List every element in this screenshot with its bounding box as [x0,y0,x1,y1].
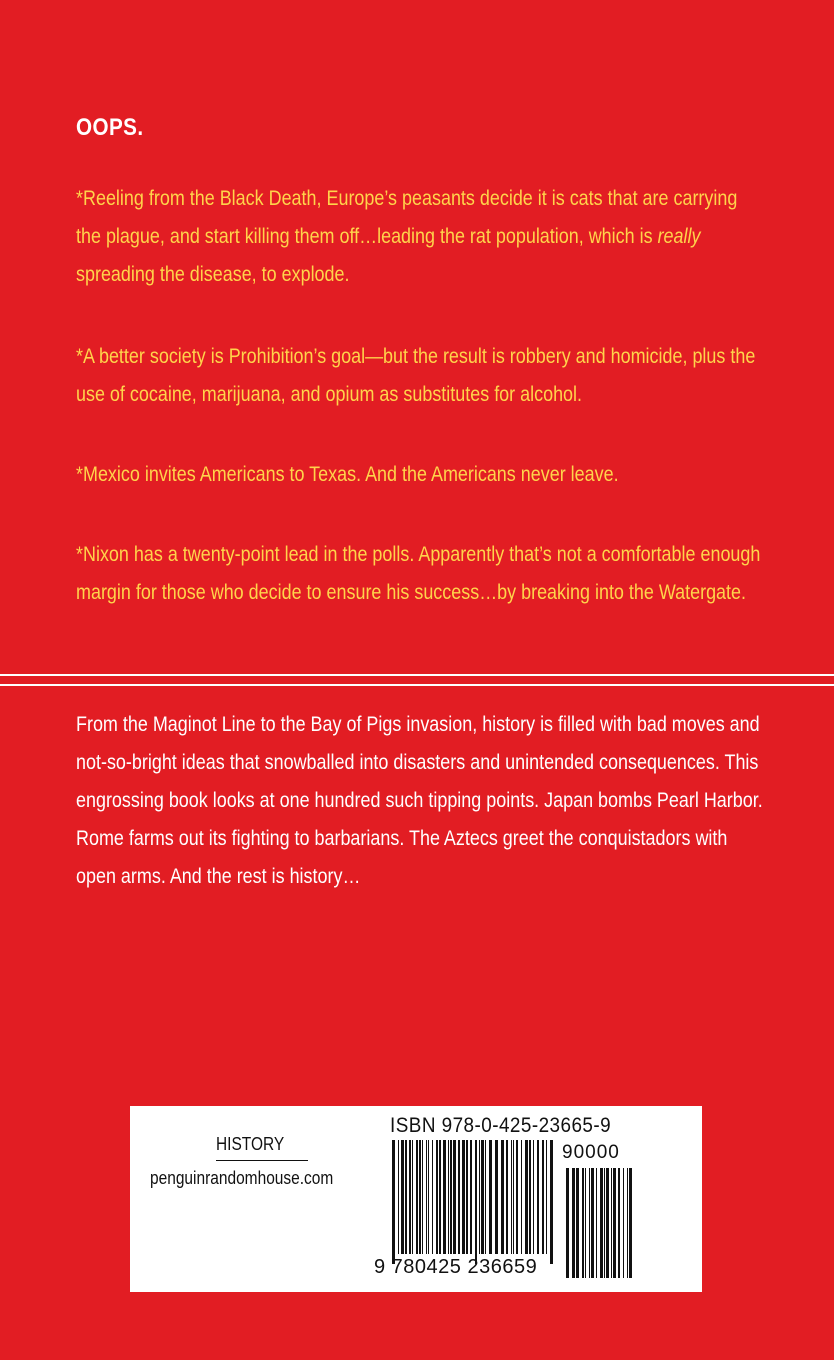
barcode-bar [422,1140,423,1254]
barcode-bar [479,1140,480,1254]
main-barcode-bars [392,1140,553,1264]
barcode-bar [481,1140,484,1254]
barcode-bar [618,1168,620,1278]
barcode-bar [511,1140,512,1254]
barcode-bar [576,1168,579,1278]
barcode-bar [529,1140,531,1254]
barcode-bar [405,1140,407,1254]
barcode-bar [466,1140,468,1254]
anecdote-black-death-text: *Reeling from the Black Death, Europe’s peasants decide it is cats that are carrying the plague, and start killing them off…leading the rat population, which is [76,187,738,248]
barcode-bar [606,1168,609,1278]
anecdote-emphasis: really [657,225,701,248]
barcode-bar [450,1140,452,1254]
barcode-bar [585,1168,586,1278]
barcode-bar [485,1140,486,1254]
anecdote-prohibition: *A better society is Prohibition’s goal—but the result is robbery and homicide, plus the use of cocaine, marijuana, and opium as substitutes for alcohol. [76,345,756,406]
divider-rule-top [0,674,834,676]
barcode-panel [130,1106,702,1292]
barcode-bar [436,1140,438,1254]
barcode-bar [572,1168,575,1278]
barcode-bar [470,1140,472,1254]
barcode-bar [506,1140,508,1254]
barcode-bar [516,1140,518,1254]
barcode-bar [550,1140,553,1264]
barcode-bar [439,1140,441,1254]
barcode-bar [412,1140,413,1254]
barcode-bar [521,1140,522,1254]
barcode-bar [392,1140,395,1264]
barcode-bar [453,1140,456,1254]
barcode-bar [513,1140,514,1254]
barcode-bar [409,1140,411,1254]
barcode-bar [604,1168,605,1278]
barcode-bar [525,1140,528,1254]
barcode-digits: 9 780425 236659 [374,1256,538,1278]
barcode-bar [537,1140,539,1254]
addon-barcode-bars [566,1168,632,1278]
barcode-bar [591,1168,594,1278]
barcode-bar [596,1168,597,1278]
barcode-bar [462,1140,465,1254]
publisher-website: penguinrandomhouse.com [150,1168,334,1188]
barcode-bar [546,1140,547,1254]
book-blurb: From the Maginot Line to the Bay of Pigs invasion, history is filled with bad moves and not-so-bright ideas that snowballed into disasters and unintended consequences. This engrossing book looks at one hundred such tipping points. Japan bombs Pearl Harbor. Rome farms out its fighting to barbarians. The Aztecs greet the conquistadors with open arms. And the rest is history… [76,713,763,888]
barcode-bar [566,1168,569,1278]
barcode-bar [428,1140,429,1254]
barcode-bar [611,1168,612,1278]
barcode-bar [613,1168,616,1278]
anecdote-texas: *Mexico invites Americans to Texas. And the Americans never leave. [76,463,619,486]
barcode-bar [475,1140,477,1264]
barcode-bar [448,1140,449,1254]
barcode-bar [398,1140,399,1254]
barcode-bar [489,1140,492,1254]
barcode-bar [600,1168,603,1278]
anecdote-black-death [76,180,763,294]
barcode-bar [623,1168,624,1278]
divider-rule-bottom [0,684,834,686]
barcode-bar [501,1140,504,1254]
barcode-bar [627,1168,628,1278]
barcode-bar [432,1140,433,1254]
addon-price-code: 90000 [562,1142,620,1163]
barcode-bar [589,1168,590,1278]
barcode-bar [542,1140,544,1254]
barcode-bar [495,1140,498,1254]
category-label: HISTORY [216,1134,285,1154]
anecdote-black-death-end: spreading the disease, to explode. [76,263,350,286]
barcode-bar [533,1140,534,1254]
anecdotes-section [76,110,766,604]
anecdote-watergate: *Nixon has a twenty-point lead in the polls. Apparently that’s not a comfortable enough margin for those who decide to ensure his success…by breaking into the Watergate. [76,543,761,604]
barcode-bar [426,1140,427,1254]
isbn-label: ISBN 978-0-425-23665-9 [390,1114,612,1137]
barcode-bar [443,1140,446,1254]
barcode-bar [416,1140,418,1254]
barcode-bar [458,1140,460,1254]
barcode-bar [629,1168,632,1278]
barcode-bar [419,1140,421,1254]
barcode-bar [401,1140,404,1254]
barcode-bar [582,1168,584,1278]
heading-oops: OOPS. [76,114,144,141]
